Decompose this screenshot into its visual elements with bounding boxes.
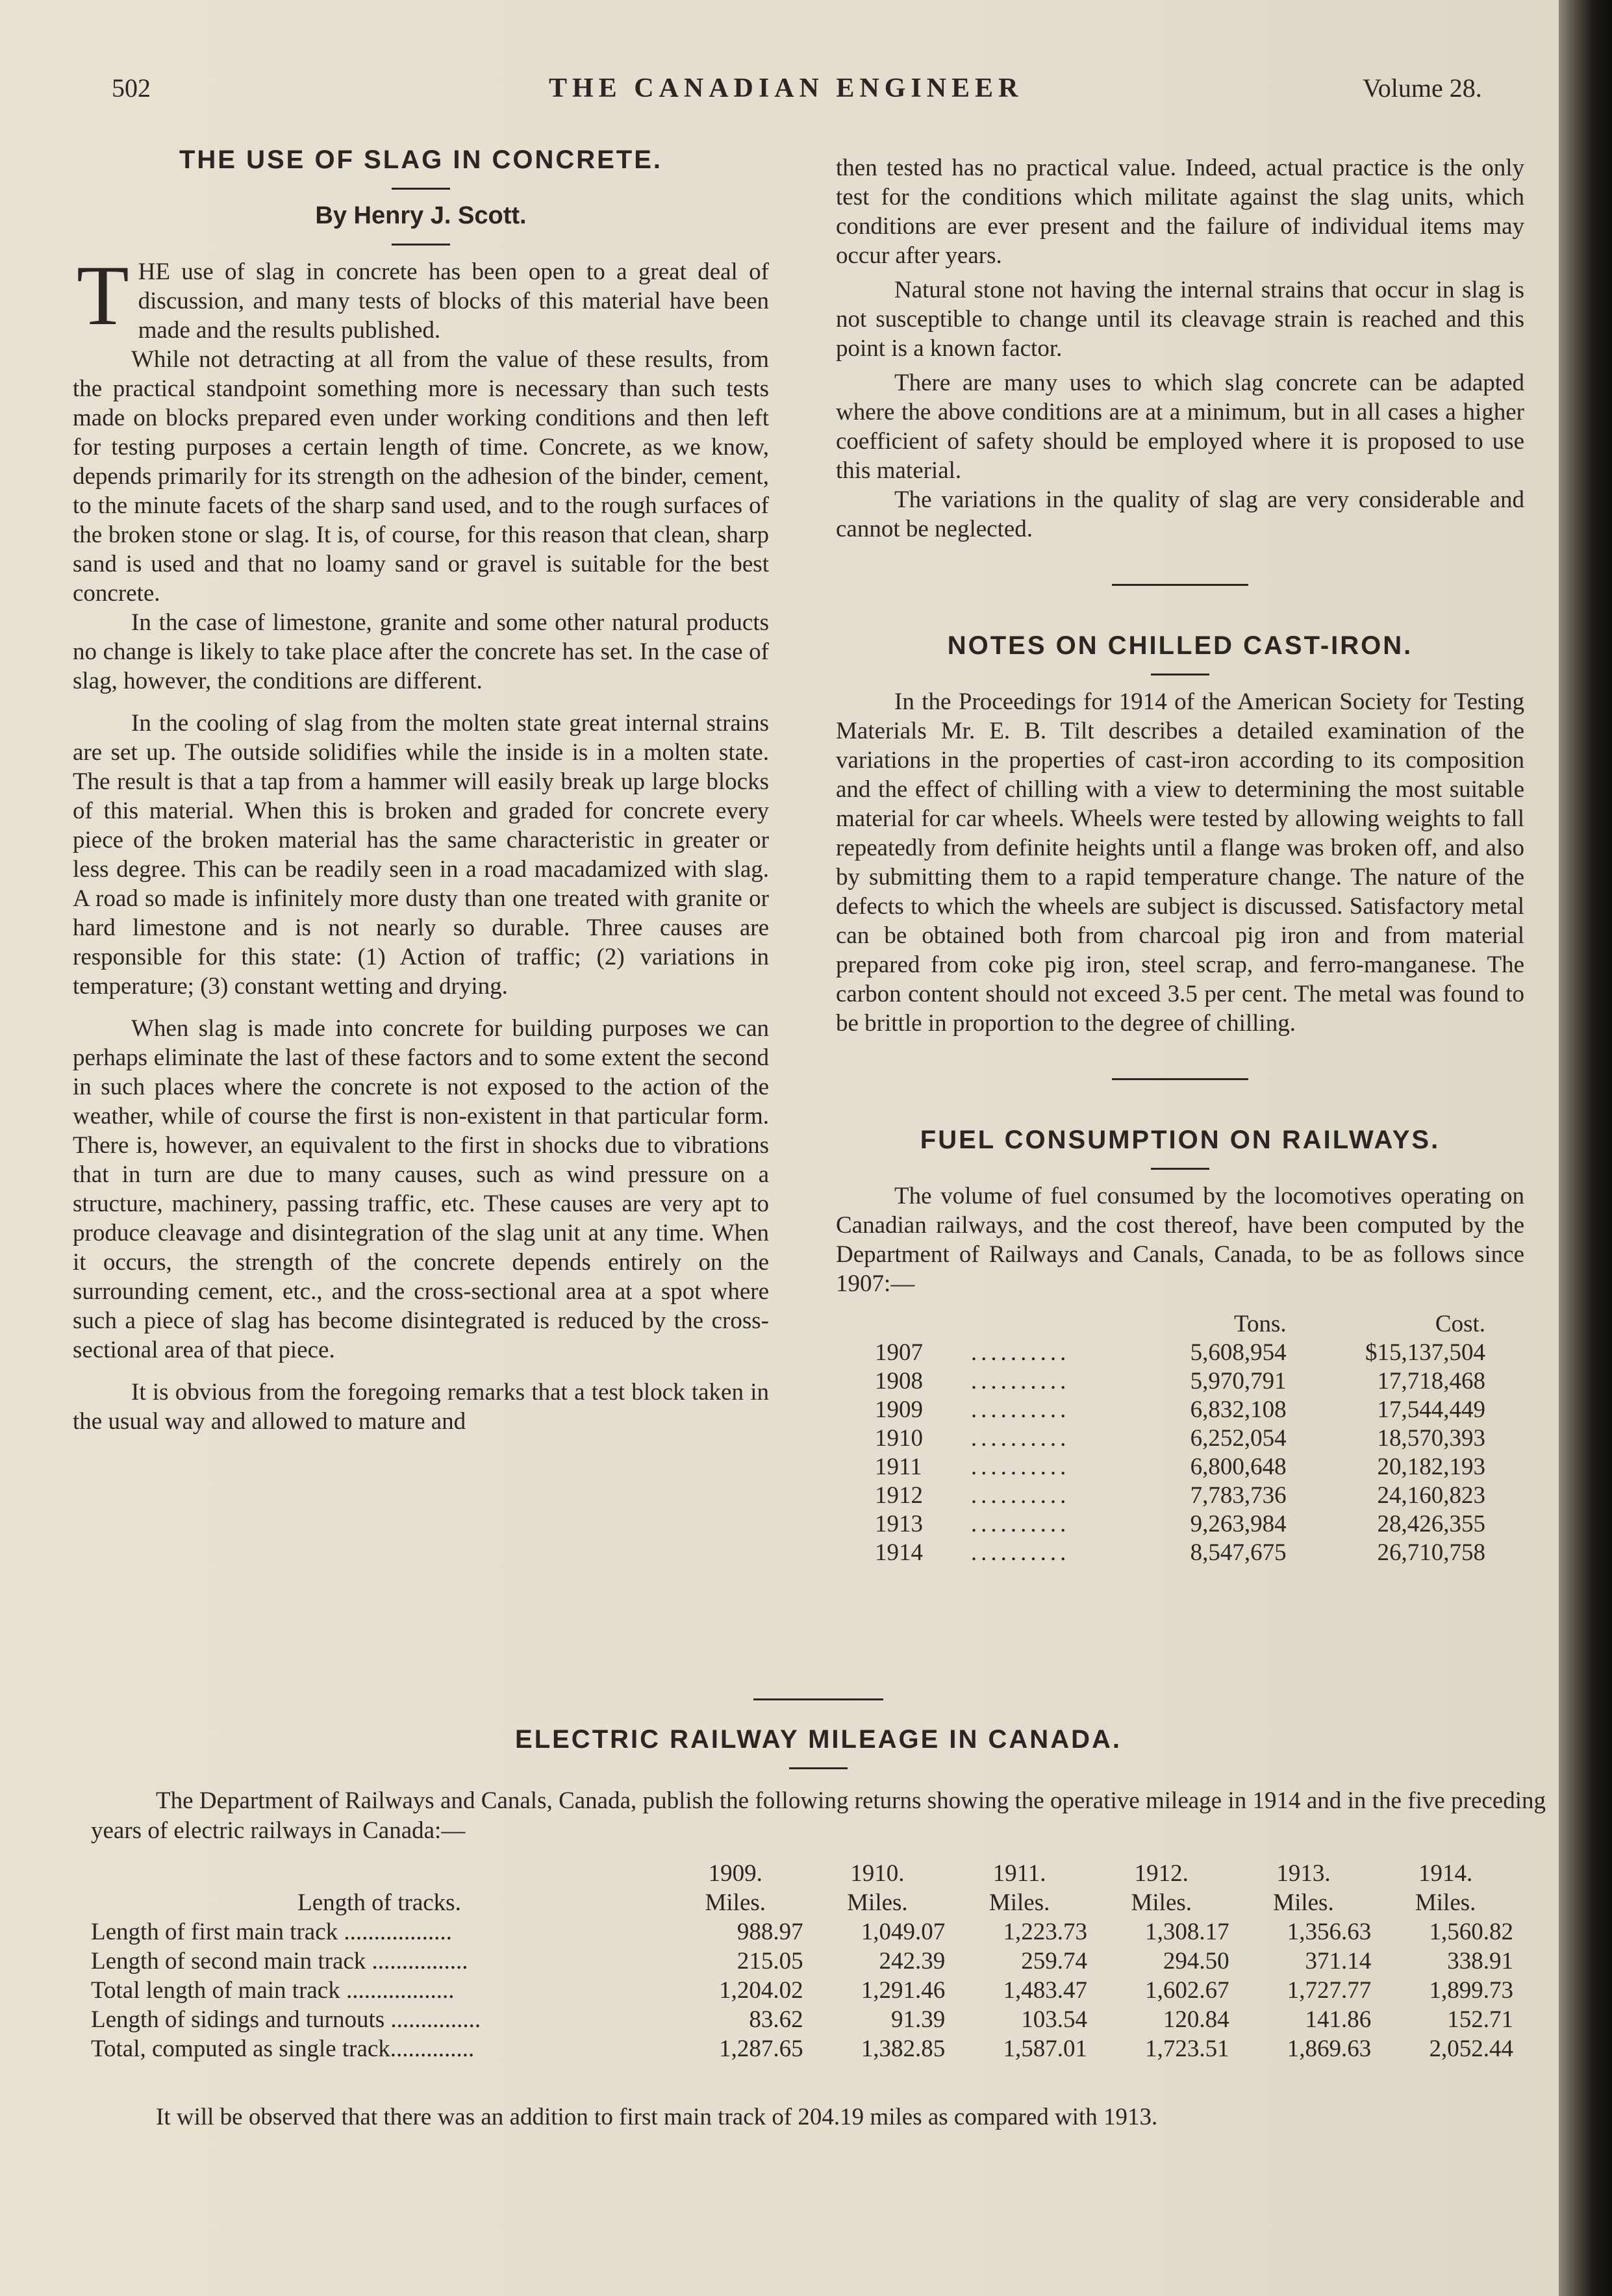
mileage-value: 294.50 [1163,1948,1229,1974]
fuel-tons: 5,970,791 [1190,1368,1287,1394]
mileage-value: 242.39 [879,1948,946,1974]
mileage-value: 371.14 [1305,1948,1372,1974]
fuel-row [875,1367,1485,1396]
slag-paragraph: There are many uses to which slag concrete can be adapted where the above conditions are at a minimum, but in all cases a higher coefficient of safety should be employed where it is proposed to use this material. [836,370,1524,484]
fuel-tons: 9,263,984 [1190,1511,1287,1537]
mileage-value: 1,560.82 [1429,1919,1513,1945]
slag-paragraph: Natural stone not having the internal strains that occur in slag is not susceptible to change until its cleavage strain is reached and this point is a known factor. [836,277,1524,362]
mileage-label: Total length of main track .................. [91,1977,455,2004]
mileage-value: 91.39 [891,2006,946,2033]
mileage-value: 1,602.67 [1145,1977,1229,2004]
mileage-value: 1,723.51 [1145,2036,1229,2062]
title-rule [1151,674,1209,675]
leader-dots: .......... [970,1539,1070,1566]
fuel-cost: 17,718,468 [1377,1368,1485,1394]
electric-footnote: It will be observed that there was an addition to first main track of 204.19 miles as compared with 1913. [156,2104,1158,2130]
left-column [73,145,769,1436]
fuel-paragraph: The volume of fuel consumed by the locomotives operating on Canadian railways, and the cost thereof, have been computed by the Department of Railways and Canals, Canada, to be as follows since 1907:— [836,1183,1524,1297]
fuel-cost: 24,160,823 [1377,1482,1485,1509]
slag-paragraph: THE use of slag in concrete has been open to a great deal of discussion, and many tests of blocks of this material have been made and the results published. [77,247,769,344]
leader-dots: .......... [970,1425,1070,1452]
mileage-row [91,1947,1520,1976]
mileage-year: 1912. [1134,1860,1189,1887]
fuel-cost: $15,137,504 [1365,1339,1485,1366]
slag-paragraph: When slag is made into concrete for building purposes we can perhaps eliminate the last of these factors and to some extent the second in such places where the concrete is not exposed to the action of the weather, while of course the first is non-existent in that particular form. There is, however, an equivalent to the first in shocks due to vibrations that in turn are due to many causes, such as wind pressure on a structure, machinery, passing traffic, etc. These causes are very apt to produce cleavage and disintegration of the slag unit at any time. When it occurs, the strength of the concrete depends entirely on the surrounding cement, etc., and the cross-sectional area at a spot where such a piece of slag has become disintegrated is reduced by the cross-sectional area of that piece. [73,1015,769,1363]
fuel-year: 1911 [875,1454,922,1480]
section-rule [1112,1078,1248,1080]
fuel-table [875,1310,1485,1567]
fuel-tons: 6,800,648 [1190,1454,1287,1480]
mileage-year: 1909. [708,1860,762,1887]
mileage-label: Length of first main track .................. [91,1919,452,1945]
fuel-tons: 7,783,736 [1190,1482,1287,1509]
journal-title: THE CANADIAN ENGINEER [549,73,1024,103]
mileage-value: 1,223.73 [1003,1919,1087,1945]
fuel-row [875,1482,1485,1510]
mileage-label: Length of sidings and turnouts ............... [91,2006,481,2033]
fuel-year: 1908 [875,1368,923,1394]
fuel-cost: 28,426,355 [1377,1511,1485,1537]
mileage-row [91,2034,1520,2063]
mileage-value: 1,049.07 [861,1919,946,1945]
mileage-value: 1,287.65 [719,2036,803,2062]
fuel-table-header [875,1310,1485,1339]
mileage-unit: Miles. [1273,1889,1334,1916]
leader-dots: .......... [970,1396,1070,1423]
mileage-value: 1,587.01 [1003,2036,1087,2062]
volume-label: Volume 28. [1363,73,1482,103]
fuel-tons: 6,832,108 [1190,1396,1287,1423]
mileage-value: 1,869.63 [1287,2036,1372,2062]
leader-dots: .......... [970,1368,1070,1394]
cost-header: Cost. [1435,1311,1485,1337]
mileage-value: 2,052.44 [1429,2036,1513,2062]
section-rule [1112,584,1248,586]
tons-header: Tons. [1234,1311,1287,1337]
mileage-value: 338.91 [1447,1948,1513,1974]
slag-paragraph: then tested has no practical value. Indeed, actual practice is the only test for the conditions which militate against the slag units, which conditions are ever present and the failure of individual items may occur after years. [836,155,1524,269]
mileage-value: 988.97 [737,1919,803,1945]
fuel-title: FUEL CONSUMPTION ON RAILWAYS. [920,1126,1441,1154]
mileage-value: 1,204.02 [719,1977,803,2004]
mileage-year: 1911. [992,1860,1046,1887]
mileage-unit: Miles. [847,1889,908,1916]
mileage-year: 1914. [1418,1860,1473,1887]
slag-byline: By Henry J. Scott. [315,202,527,229]
fuel-year: 1914 [875,1539,923,1566]
fuel-tons: 5,608,954 [1190,1339,1287,1366]
right-column [836,153,1524,1567]
title-rule [1151,1168,1209,1170]
leader-dots: .......... [970,1511,1070,1537]
mileage-value: 152.71 [1447,2006,1513,2033]
section-rule [753,1698,883,1700]
mileage-value: 215.05 [737,1948,803,1974]
mileage-unit: Miles. [1131,1889,1192,1916]
mileage-value: 1,308.17 [1145,1919,1229,1945]
title-rule [789,1767,848,1769]
mileage-value: 141.86 [1305,2006,1372,2033]
castiron-title: NOTES ON CHILLED CAST-IRON. [947,631,1413,660]
fuel-row [875,1339,1485,1367]
byline-rule [392,244,450,246]
slag-paragraph: While not detracting at all from the value of these results, from the practical standpoint something more is necessary than such tests made on blocks prepared even under working conditions and then left for testing purposes a certain length of time. Concrete, as we know, depends primarily for its strength on the adhesion of the binder, cement, to the minute facets of the sharp sand used, and to the rough surfaces of the broken stone or slag. It is, of course, for this reason that clean, sharp sand is used and that no loamy sand or gravel is suitable for the best concrete. [73,346,769,607]
fuel-year: 1909 [875,1396,923,1423]
fuel-tons: 6,252,054 [1190,1425,1287,1452]
fuel-row [875,1396,1485,1424]
drop-cap: T [77,247,129,343]
slag-paragraph: In the case of limestone, granite and some other natural products no change is likely to take place after the concrete has set. In the case of slag, however, the conditions are different. [73,609,769,694]
mileage-value: 1,291.46 [861,1977,946,2004]
mileage-value: 1,727.77 [1287,1977,1372,2004]
mileage-value: 1,483.47 [1003,1977,1087,2004]
fuel-year: 1907 [875,1339,923,1366]
slag-paragraph: In the cooling of slag from the molten state great internal strains are set up. The outside solidifies while the inside is in a molten state. The result is that a tap from a hammer will easily break up large blocks of this material. When this is broken and graded for concrete every piece of the broken material has the same characteristic in greater or less degree. This can be readily seen in a road macadamized with slag. A road so made is infinitely more dusty than one treated with granite or hard limestone and is not nearly so durable. Three causes are responsible for this state: (1) Action of traffic; (2) variations in temperature; (3) constant wetting and drying. [73,710,769,1000]
slag-paragraph: It is obvious from the foregoing remarks that a test block taken in the usual way and allowed to mature and [73,1379,769,1435]
mileage-unit: Miles. [989,1889,1050,1916]
mileage-unit-row [91,1888,1520,1917]
mileage-unit: Miles. [705,1889,766,1916]
fuel-year: 1912 [875,1482,923,1509]
electric-title: ELECTRIC RAILWAY MILEAGE IN CANADA. [515,1725,1122,1754]
leader-dots: .......... [970,1339,1070,1366]
leader-dots: .......... [970,1482,1070,1509]
mileage-value: 120.84 [1163,2006,1229,2033]
mileage-label: Length of second main track ................ [91,1948,468,1974]
mileage-unit: Miles. [1415,1889,1476,1916]
leader-dots: .......... [970,1454,1070,1480]
fuel-cost: 26,710,758 [1377,1539,1485,1566]
fuel-year: 1910 [875,1425,923,1452]
mileage-table [91,1859,1520,2063]
mileage-value: 259.74 [1021,1948,1087,1974]
electric-intro: The Department of Railways and Canals, Canada, publish the following returns showing the operative mileage in 1914 and in the five preceding years of electric railways in Canada:— [91,1787,1546,1844]
mileage-year-row [91,1859,1520,1888]
fuel-year: 1913 [875,1511,923,1537]
tracks-header: Length of tracks. [297,1889,461,1916]
mileage-label: Total, computed as single track.............. [91,2036,475,2062]
mileage-row [91,1917,1520,1947]
mileage-row [91,1976,1520,2005]
page-number: 502 [112,73,151,103]
fuel-row [875,1424,1485,1453]
castiron-paragraph: In the Proceedings for 1914 of the American Society for Testing Materials Mr. E. B. Tilt describes a detailed examination of the variations in the properties of cast-iron according to its composition and the effect of chilling with a view to determining the most suitable material for car wheels. Wheels were tested by allowing weights to fall repeatedly from definite heights until a flange was broken off, and also by submitting them to a rapid temperature change. The nature of the defects to which the wheels are subject is discussed. Satisfactory metal can be obtained both from charcoal pig iron and from material prepared from coke pig iron, steel scrap, and ferro-manganese. The carbon content should not exceed 3.5 per cent. The metal was found to be brittle in proportion to the degree of chilling. [836,688,1524,1037]
mileage-value: 1,899.73 [1429,1977,1513,2004]
fuel-cost: 18,570,393 [1377,1425,1485,1452]
book-gutter [1559,0,1612,2296]
slag-article-title: THE USE OF SLAG IN CONCRETE. [179,145,663,174]
mileage-year: 1910. [850,1860,905,1887]
mileage-value: 1,356.63 [1287,1919,1372,1945]
fuel-row [875,1510,1485,1539]
fuel-cost: 17,544,449 [1377,1396,1485,1423]
fuel-tons: 8,547,675 [1190,1539,1287,1566]
mileage-row [91,2005,1520,2034]
title-rule [392,188,450,190]
fuel-row [875,1539,1485,1567]
fuel-row [875,1453,1485,1482]
mileage-year: 1913. [1276,1860,1331,1887]
slag-paragraph: The variations in the quality of slag are very considerable and cannot be neglected. [836,486,1524,542]
mileage-value: 83.62 [749,2006,803,2033]
fuel-cost: 20,182,193 [1377,1454,1485,1480]
electric-section [91,1692,1546,2132]
mileage-value: 1,382.85 [861,2036,946,2062]
mileage-value: 103.54 [1021,2006,1087,2033]
